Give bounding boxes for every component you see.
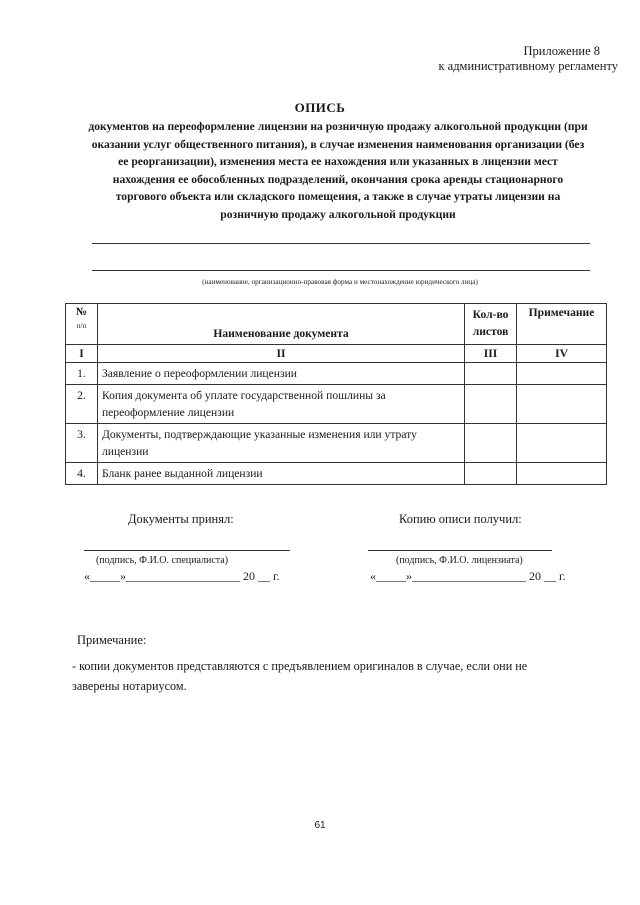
appendix-header <box>438 44 618 74</box>
row-sheet-count <box>465 363 517 385</box>
roman-2: II <box>97 345 464 363</box>
table-row <box>66 463 607 485</box>
appendix-reference: к административному регламенту <box>438 59 618 73</box>
row-sheet-count <box>465 463 517 485</box>
header-note: Примечание <box>517 304 607 345</box>
header-number-label: № <box>75 306 87 318</box>
documents-table <box>65 303 607 485</box>
row-note <box>517 363 607 385</box>
row-number: 3. <box>66 424 98 463</box>
roman-numeral-row <box>66 345 607 363</box>
licensee-date: «_____»___________________ 20 __ г. <box>370 569 566 583</box>
row-number: 1. <box>66 363 98 385</box>
licensee-signature-caption: (подпись, Ф.И.О. лицензиата) <box>396 555 523 566</box>
document-subtitle: документов на переоформление лицензии на розничную продажу алкогольной продукции (при оказании услуг общественного питания), в случае изменения наименования организации (без ее реорганизации), изменения места ее нахождения или указанных в лицензии мест нахождения ее обособленных подразделений, окончания срока аренды стационарного торгового объекта или складского помещения, а также в случае утраты лицензии на розничную продажу алкогольной продукции <box>88 120 588 221</box>
row-document-name: Документы, подтверждающие указанные изменения или утрату лицензии <box>97 424 464 463</box>
row-note <box>517 463 607 485</box>
specialist-signature-line <box>84 550 290 551</box>
specialist-signature-caption: (подпись, Ф.И.О. специалиста) <box>96 555 229 566</box>
page-number: 61 <box>314 820 326 831</box>
specialist-date: «_____»___________________ 20 __ г. <box>84 569 280 583</box>
roman-4: IV <box>517 345 607 363</box>
organization-caption: (наименование, организационно-правовая форма и местонахождение юридического лица) <box>202 278 478 286</box>
row-document-name: Копия документа об уплате государственной пошлины за переоформление лицензии <box>97 385 464 424</box>
row-number: 2. <box>66 385 98 424</box>
row-number: 4. <box>66 463 98 485</box>
organization-line-2 <box>92 270 590 271</box>
copy-received-label: Копию описи получил: <box>399 512 522 526</box>
row-document-name: Заявление о переоформлении лицензии <box>97 363 464 385</box>
table-header-row <box>66 304 607 345</box>
header-sheet-count: Кол-во листов <box>465 304 517 345</box>
table-row <box>66 424 607 463</box>
document-title: ОПИСЬ <box>294 100 346 115</box>
table-row <box>66 363 607 385</box>
roman-3: III <box>465 345 517 363</box>
roman-1: I <box>66 345 98 363</box>
row-document-name: Бланк ранее выданной лицензии <box>97 463 464 485</box>
note-text: - копии документов представляются с предъявлением оригиналов в случае, если они не заверены нотариусом. <box>72 659 528 693</box>
organization-line-1 <box>92 243 590 244</box>
accepted-by-label: Документы принял: <box>128 512 234 526</box>
note-header: Примечание: <box>77 633 147 647</box>
header-document-name: Наименование документа <box>97 304 464 345</box>
header-number <box>66 304 98 345</box>
licensee-signature-line <box>368 550 552 551</box>
table-row <box>66 385 607 424</box>
appendix-number: Приложение 8 <box>523 44 600 58</box>
row-note <box>517 424 607 463</box>
row-sheet-count <box>465 424 517 463</box>
row-sheet-count <box>465 385 517 424</box>
row-note <box>517 385 607 424</box>
header-number-sub: п/п <box>76 322 87 330</box>
